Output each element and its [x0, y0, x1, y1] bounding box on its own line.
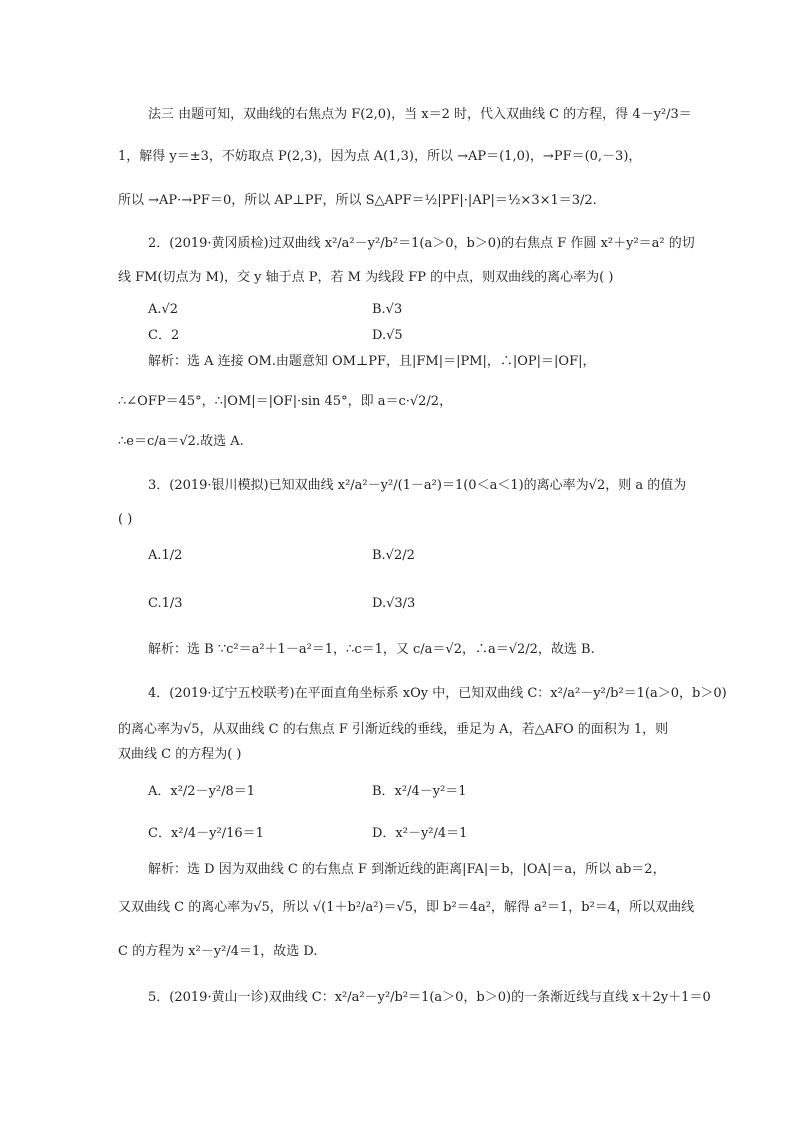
q4-stem-3: 双曲线 C 的方程为( )	[118, 747, 242, 762]
q3-stem-1: 3．(2019·银川模拟)已知双曲线 x²/a²－y²/(1－a²)＝1(0＜a＜1)的离心率为√2，则 a 的值为	[148, 478, 687, 493]
q2-option-d: D.√5	[372, 328, 403, 343]
q2-solution-3: ∴e＝c/a＝√2.故选 A.	[118, 434, 244, 449]
line-2: 1，解得 y＝±3，不妨取点 P(2,3)，因为点 A(1,3)，所以 →AP＝(1,0)，→PF＝(0,－3)，	[118, 149, 642, 164]
q3-option-d: D.√3/3	[372, 596, 416, 611]
q2-option-a: A.√2	[148, 302, 179, 317]
q4-stem-1: 4．(2019·辽宁五校联考)在平面直角坐标系 xOy 中，已知双曲线 C：x²/a²－y²/b²＝1(a＞0，b＞0)	[148, 686, 727, 701]
q3-option-a: A.1/2	[148, 548, 183, 563]
q2-stem-2: 线 FM(切点为 M)，交 y 轴于点 P，若 M 为线段 FP 的中点，则双曲线的离心率为( )	[118, 270, 614, 285]
q4-solution-1: 解析：选 D 因为双曲线 C 的右焦点 F 到渐近线的距离|FA|＝b，|OA|＝a，所以 ab＝2，	[148, 862, 666, 877]
q2-solution-1: 解析：选 A 连接 OM.由题意知 OM⊥PF，且|FM|＝|PM|，∴|OP|＝|OF|，	[148, 354, 596, 369]
q4-solution-3: C 的方程为 x²－y²/4＝1，故选 D.	[118, 944, 318, 959]
q3-solution: 解析：选 B ∵c²＝a²＋1－a²＝1，∴c＝1，又 c/a＝√2，∴a＝√2/2，故选 B.	[148, 642, 595, 657]
line-3: 所以 →AP·→PF＝0，所以 AP⊥PF，所以 S△APF＝½|PF|·|AP|＝½×3×1＝3/2.	[118, 193, 597, 208]
q3-option-c: C.1/3	[148, 596, 183, 611]
q5-stem: 5．(2019·黄山一诊)双曲线 C：x²/a²－y²/b²＝1(a＞0，b＞0)的一条渐近线与直线 x＋2y＋1＝0	[148, 990, 711, 1005]
q4-option-a: A．x²/2－y²/8＝1	[148, 784, 256, 799]
q4-option-c: C．x²/4－y²/16＝1	[148, 826, 264, 841]
q2-solution-2: ∴∠OFP＝45°，∴|OM|＝|OF|·sin 45°，即 a＝c·√2/2，	[118, 394, 453, 409]
q2-stem-1: 2．(2019·黄冈质检)过双曲线 x²/a²－y²/b²＝1(a＞0，b＞0)的右焦点 F 作圆 x²＋y²＝a² 的切	[148, 236, 695, 251]
q4-option-b: B．x²/4－y²＝1	[372, 784, 467, 799]
q2-option-c: C．2	[148, 328, 180, 343]
q4-option-d: D．x²－y²/4＝1	[372, 826, 468, 841]
line-1: 法三 由题可知，双曲线的右焦点为 F(2,0)，当 x＝2 时，代入双曲线 C 的方程，得 4－y²/3＝	[148, 107, 692, 122]
q2-option-b: B.√3	[372, 302, 403, 317]
q3-stem-2: ( )	[118, 512, 133, 527]
q4-stem-2: 的离心率为√5，从双曲线 C 的右焦点 F 引渐近线的垂线，垂足为 A，若△AFO 的面积为 1，则	[118, 722, 669, 737]
q3-option-b: B.√2/2	[372, 548, 415, 563]
q4-solution-2: 又双曲线 C 的离心率为√5，所以 √(1＋b²/a²)＝√5，即 b²＝4a²，解得 a²＝1，b²＝4，所以双曲线	[118, 900, 695, 915]
